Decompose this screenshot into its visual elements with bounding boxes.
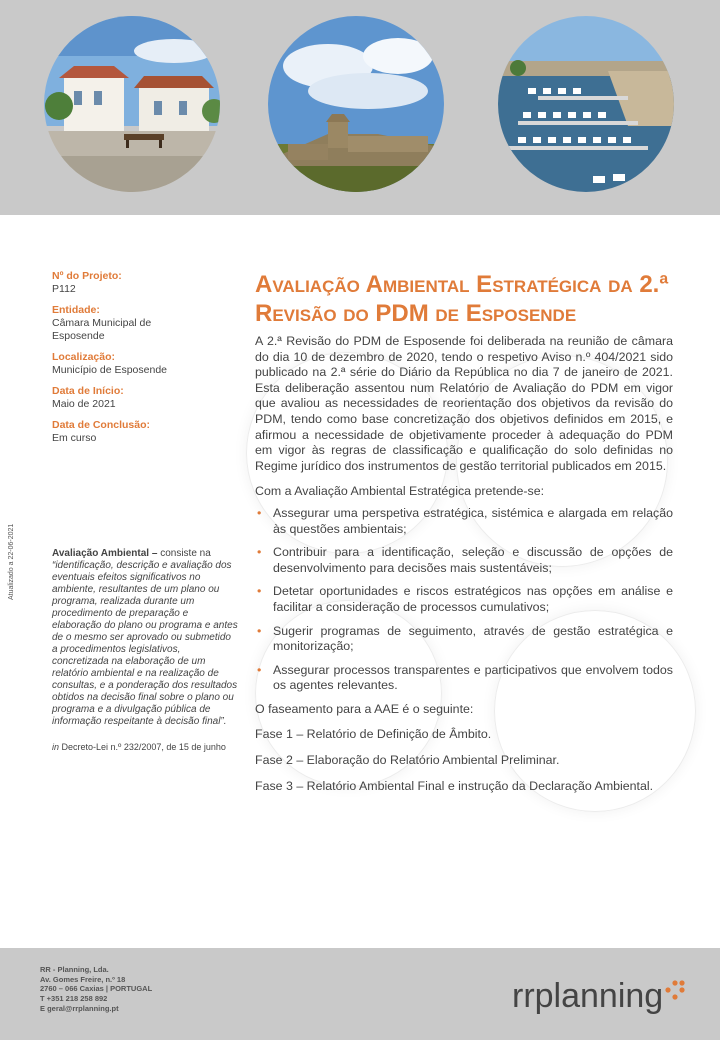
objectives-lead: Com a Avaliação Ambiental Estratégica pretende-se: [255, 484, 545, 499]
main-content [255, 270, 673, 804]
end-date-label: Data de Conclusão: [52, 419, 151, 431]
project-number-label: Nº do Projeto: [52, 270, 122, 282]
marina-photo [498, 16, 674, 192]
location-value: Município de Esposende [52, 364, 167, 376]
footer [0, 948, 720, 1040]
header-band [0, 0, 720, 215]
list-item [255, 545, 673, 576]
bullet-icon: • [257, 623, 262, 638]
address-street: Av. Gomes Freire, n.º 18 [40, 974, 126, 984]
email-link[interactable]: E geral@rrplanning.pt [40, 1003, 119, 1013]
end-date-value: Em curso [52, 432, 97, 444]
objectives-list [255, 506, 673, 694]
definition-body: “identificação, descrição e avaliação dos eventuais efeitos significativos no ambiente, resultantes de um plano ou programa, realizada durante um procedimento de preparação e elaboração do plano ou programa e antes de o mesmo ser aprovado ou submetido a procedimentos legislativos, concretizada na elaboração de um relatório ambiental e na realização de consultas, e a ponderação dos resultados obtidos na decisão final sobre o plano ou programa e a divulgação pública de informação respeitante à decisão final”. [52, 560, 238, 727]
phase-item: Fase 2 – Elaboração do Relatório Ambiental Preliminar. [255, 753, 560, 768]
list-item [255, 624, 673, 655]
list-item-text: Detetar oportunidades e riscos estratégicos nas opções em análise e facilitar a consideração de processos cumulativos; [273, 584, 673, 614]
logo-text: rrplanning [512, 977, 664, 1015]
list-item [255, 663, 673, 694]
location-label: Localização: [52, 351, 116, 363]
bullet-icon: • [257, 662, 262, 677]
source-reference: Decreto-Lei n.º 232/2007, de 15 de junho [59, 742, 226, 752]
body-text [255, 334, 673, 794]
company-logo [512, 975, 692, 1023]
list-item [255, 506, 673, 537]
list-item [255, 584, 673, 615]
phases-intro: O faseamento para a AAE é o seguinte: [255, 701, 474, 716]
definition-source [52, 741, 238, 753]
source-prefix: in [52, 742, 60, 752]
bullet-icon: • [257, 584, 262, 599]
phone-number: T +351 218 258 892 [40, 994, 108, 1004]
logo-dots-icon [665, 980, 684, 999]
bullet-icon: • [257, 505, 262, 520]
town-square-photo [44, 16, 220, 192]
address-city: 2760 – 066 Caxias | PORTUGAL [40, 984, 153, 994]
definition-text [52, 548, 238, 728]
list-item-text: Assegurar uma perspetiva estratégica, sistémica e alargada em relação às questões ambientais; [273, 505, 673, 536]
entity-value: Câmara Municipal de Esposende [52, 317, 152, 342]
definition-term: Avaliação Ambiental – [52, 548, 158, 559]
intro-paragraph: A 2.ª Revisão do PDM de Esposende foi deliberada na reunião de câmara do dia 10 de dezembro de 2020, tendo o respetivo Aviso n.º 404/2021 sido publicado na 2.ª série do Diário da República no dia 7 de janeiro de 2021. Esta deliberação assentou num Relatório de Avaliação do PDM em vigor que avaliou as necessidades de reorientação dos objetivos da revisão do PDM, tendo como base concretização dos objetivos definidos em 2015, e afirmou a necessidade de objetivamente proceder à adequação do PDM em vigor às regras de classificação e qualificação do solo definidas no Regime jurídico dos instrumentos de gestão territorial publicados em 2015. [255, 334, 673, 473]
list-item-text: Assegurar processos transparentes e participativos que envolvem todos os agentes relevantes. [273, 662, 673, 693]
company-address [40, 965, 152, 1014]
list-item-text: Contribuir para a identificação, seleção e discussão de opções de desenvolvimento para decisões mais sustentáveis; [273, 545, 673, 575]
updated-date: Atualizado a 22-06-2021 [8, 523, 15, 600]
phase-item: Fase 1 – Relatório de Definição de Âmbito. [255, 727, 492, 742]
page-title: Avaliação Ambiental Estratégica da 2.ª Revisão do PDM de Esposende [255, 271, 669, 327]
list-item-text: Sugerir programas de seguimento, através de gestão estratégica e monitorização; [273, 623, 673, 654]
definition-note [52, 548, 238, 753]
fortress-photo [268, 16, 444, 192]
phase-item: Fase 3 – Relatório Ambiental Final e instrução da Declaração Ambiental. [255, 778, 654, 793]
start-date-value: Maio de 2021 [52, 398, 116, 410]
project-number-value: P112 [52, 283, 76, 295]
company-name: RR - Planning, Lda. [40, 965, 109, 974]
project-info [52, 270, 238, 445]
start-date-label: Data de Início: [52, 385, 124, 397]
bullet-icon: • [257, 545, 262, 560]
entity-label: Entidade: [52, 304, 100, 316]
definition-connector: consiste na [157, 548, 211, 559]
